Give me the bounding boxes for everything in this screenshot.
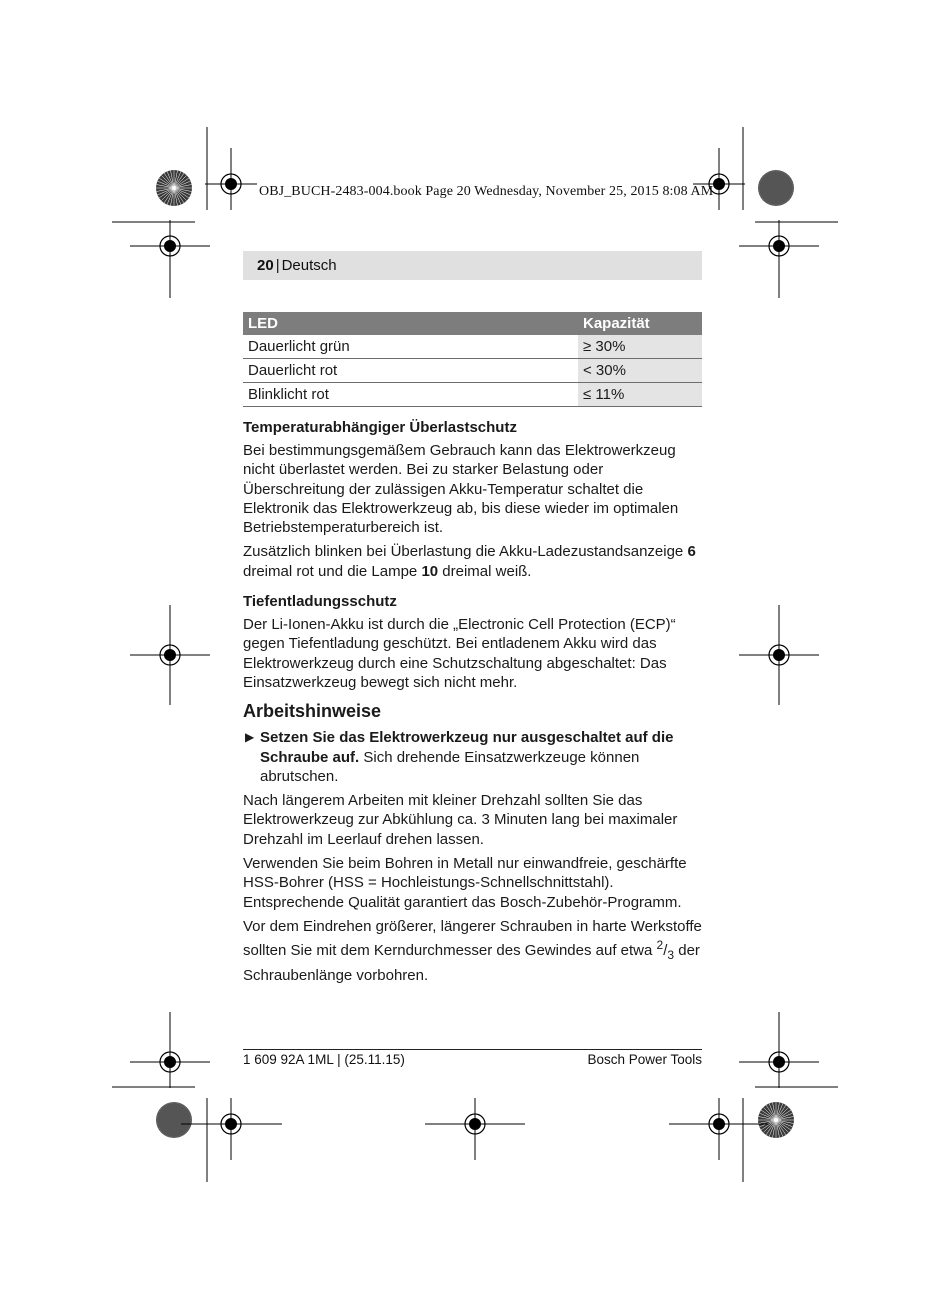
paragraph <box>243 917 702 985</box>
capacity-value: ≤ 11% <box>578 383 702 407</box>
footer-document-id: 1 609 92A 1ML | (25.11.15) <box>243 1052 405 1067</box>
paragraph <box>243 542 702 581</box>
led-state: Blinklicht rot <box>243 383 578 407</box>
column-header-capacity: Kapazität <box>578 312 702 335</box>
text-run: der Schraubenlänge vorbohren. <box>243 942 700 984</box>
table-row <box>243 359 702 383</box>
led-capacity-table <box>243 312 702 407</box>
item-number: 6 <box>687 543 696 561</box>
page-header <box>243 251 702 280</box>
text-run: Vor dem Eindrehen größerer, längerer Schrauben in harte Werkstoffe sollten Sie mit dem Kerndurchmesser des Gewindes auf etwa <box>243 917 702 960</box>
triangle-bullet-icon: ▶ <box>245 730 255 745</box>
fraction-denominator: 3 <box>667 948 675 963</box>
table-row <box>243 383 702 407</box>
header-separator: | <box>275 257 280 274</box>
body-text <box>243 418 702 990</box>
text-run: dreimal weiß. <box>438 562 532 580</box>
paragraph: Bei bestimmungsgemäßem Gebrauch kann das Elektrowerkzeug nicht überlastet werden. Bei zu starker Belastung oder Überschreitung der zulässigen Akku-Temperatur schaltet die Elektronik das Elektrowerkzeug ab, bis diese wieder im optimalen Betriebstemperaturbereich ist. <box>243 442 679 537</box>
fraction-slash: / <box>663 942 668 960</box>
header-language: Deutsch <box>281 257 337 274</box>
warning-bullet <box>243 728 702 786</box>
text-run: dreimal rot und die Lampe <box>243 562 422 580</box>
table-header-row <box>243 312 702 335</box>
section-heading-overload: Temperaturabhängiger Überlastschutz <box>243 419 517 436</box>
bullet-bold-text: Setzen Sie das Elektrowerkzeug nur ausgeschaltet auf die Schraube auf. <box>260 729 674 766</box>
print-slug-line: OBJ_BUCH-2483-004.book Page 20 Wednesday, November 25, 2015 8:08 AM <box>259 184 714 199</box>
capacity-value: < 30% <box>578 359 702 383</box>
footer-rule <box>243 1049 702 1050</box>
section-heading-deep-discharge: Tiefentladungsschutz <box>243 593 397 611</box>
capacity-value: ≥ 30% <box>578 335 702 359</box>
text-run: Zusätzlich blinken bei Überlastung die Akku-Ladezustandsanzeige <box>243 543 688 561</box>
paragraph: Verwenden Sie beim Bohren in Metall nur einwandfreie, geschärfte HSS-Bohrer (HSS = Hochleistungs-Schnellschnittstahl). Entsprechende Qualität garantiert das Bosch-Zubehör-Programm. <box>243 855 687 911</box>
column-header-led: LED <box>243 312 578 335</box>
paragraph: Der Li-Ionen-Akku ist durch die „Electronic Cell Protection (ECP)“ gegen Tiefentladung geschützt. Bei entladenem Akku wird das Elektrowerkzeug durch eine Schutzschaltung abgeschaltet: Das Einsatzwerkzeug bewegt sich nicht mehr. <box>243 616 676 691</box>
bullet-text: Sich drehende Einsatzwerkzeuge können abrutschen. <box>260 748 640 785</box>
led-state: Dauerlicht rot <box>243 359 578 383</box>
fraction-numerator: 2 <box>656 938 664 953</box>
page-number: 20 <box>257 257 274 274</box>
led-state: Dauerlicht grün <box>243 335 578 359</box>
table-row <box>243 335 702 359</box>
item-number: 10 <box>421 562 439 580</box>
paragraph: Nach längerem Arbeiten mit kleiner Drehzahl sollten Sie das Elektrowerkzeug zur Abkühlung ca. 3 Minuten lang bei maximaler Drehzahl im Leerlauf drehen lassen. <box>243 792 678 848</box>
footer-brand: Bosch Power Tools <box>587 1052 702 1067</box>
section-heading-working-advice: Arbeitshinweise <box>243 701 382 722</box>
